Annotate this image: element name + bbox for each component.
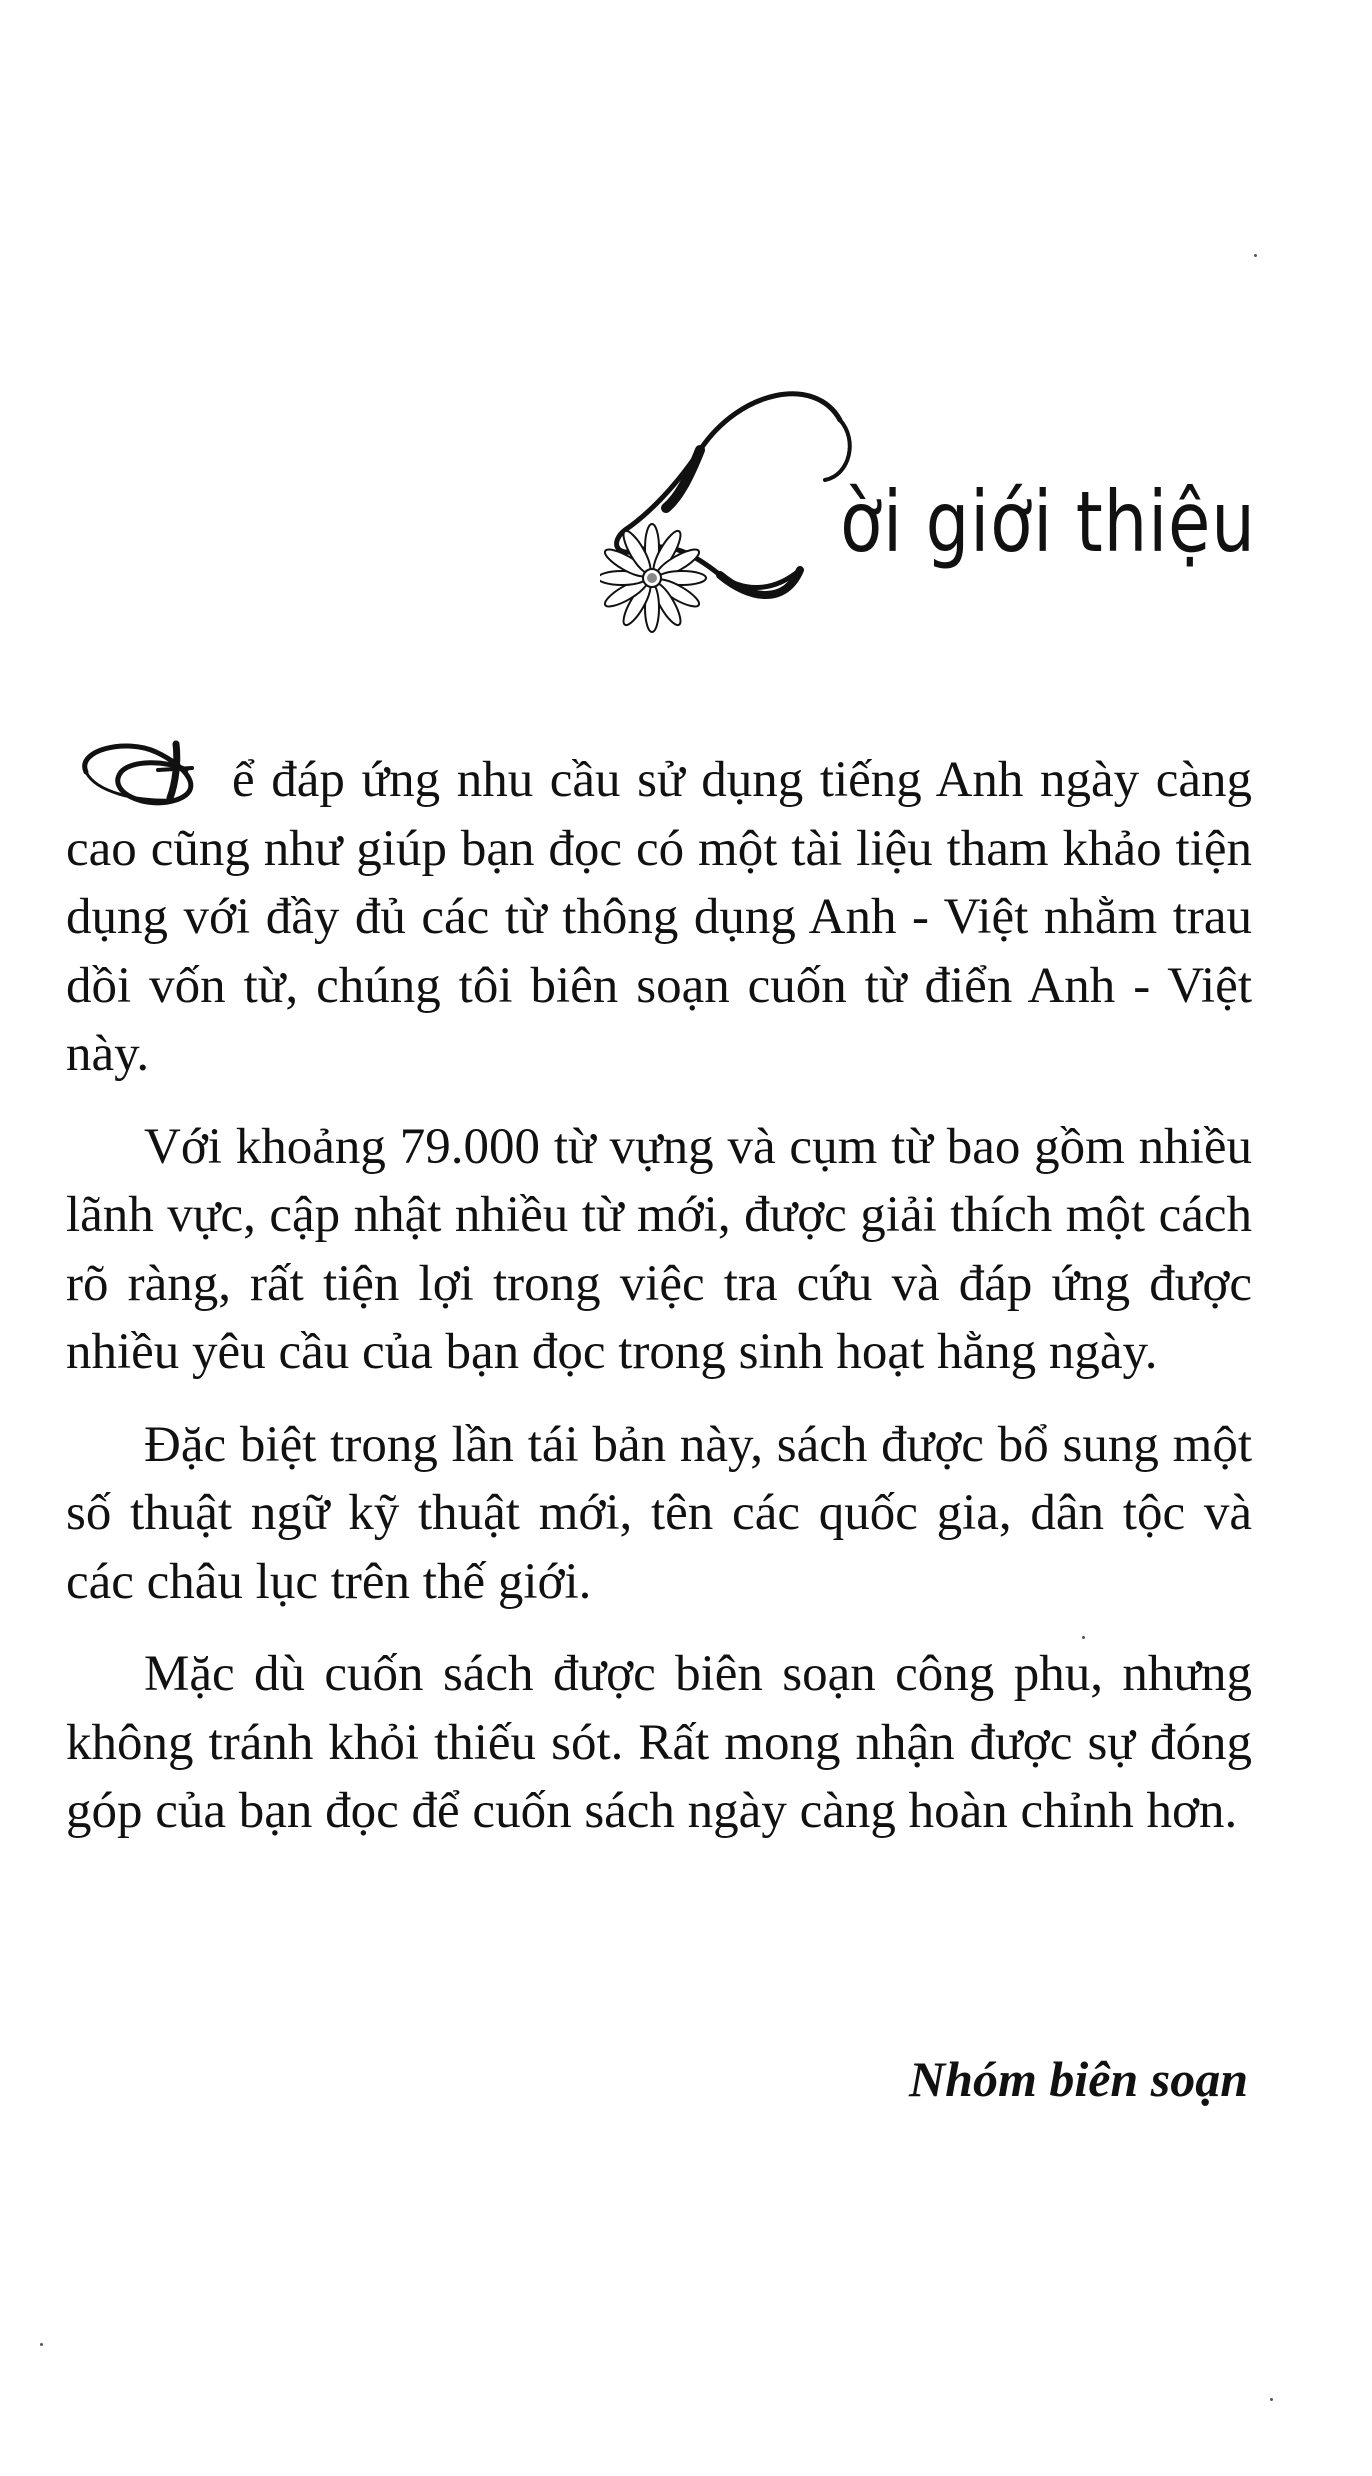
scan-speck [1270,2398,1273,2401]
calligraphic-d-icon [66,730,226,810]
daisy-flower-icon [600,380,860,650]
introduction-body [66,740,1252,1870]
paragraph-1 [66,740,1252,1089]
paragraph-1-text: ể đáp ứng nhu cầu sử dụng tiếng Anh ngày càng cao cũng như giúp bạn đọc có một tài liệu tham khảo tiện dụng với đầy đủ các từ thông dụng Anh - Việt nhằm trau dồi vốn từ, chúng tôi biên soạn cuốn từ điển Anh - Việt này. [66,752,1252,1082]
title-initial-ornament [600,380,860,650]
scan-speck [1082,1636,1085,1639]
page-heading [600,380,1300,660]
dropcap [66,740,232,800]
scan-speck [1254,254,1257,257]
paragraph-2: Với khoảng 79.000 từ vựng và cụm từ bao gồm nhiều lãnh vực, cập nhật nhiều từ mới, được giải thích một cách rõ ràng, rất tiện lợi trong việc tra cứu và đáp ứng được nhiều yêu cầu của bạn đọc trong sinh hoạt hằng ngày. [66,1118,1252,1380]
page-title: ời giới thiệu [840,473,1256,571]
paragraph-3: Đặc biệt trong lần tái bản này, sách được bổ sung một số thuật ngữ kỹ thuật mới, tên các quốc gia, dân tộc và các châu lục trên thế giới. [66,1416,1252,1610]
paragraph-4: Mặc dù cuốn sách được biên soạn công phu, nhưng không tránh khỏi thiếu sót. Rất mong nhận được sự đóng góp của bạn đọc để cuốn sách ngày càng hoàn chỉnh hơn. [66,1646,1252,1839]
scan-speck [40,2343,43,2346]
signature: Nhóm biên soạn [909,2051,1248,2107]
